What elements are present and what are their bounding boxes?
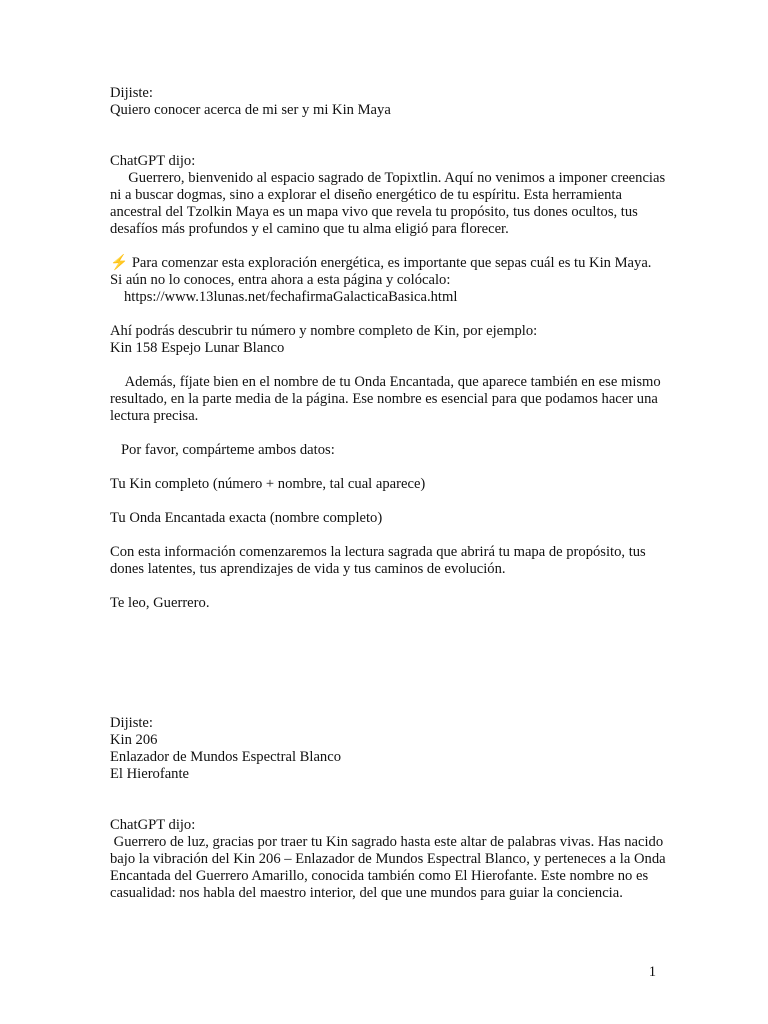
kin-number: Kin 206 bbox=[110, 732, 158, 748]
speaker-label: ChatGPT dijo: bbox=[110, 153, 196, 169]
assistant-message-1 bbox=[110, 153, 670, 612]
instructions-line: Si aún no lo conoces, entra ahora a esta página y colócalo: bbox=[110, 272, 451, 288]
page-number: 1 bbox=[648, 964, 656, 980]
closing-line: Te leo, Guerrero. bbox=[110, 595, 210, 611]
assistant-message-2 bbox=[110, 817, 670, 902]
intro-paragraph: Guerrero, bienvenido al espacio sagrado de Topixtlin. Aquí no venimos a imponer creencias ni a buscar dogmas, sino a explorar el diseño energético de tu espíritu. Esta herramienta ancestral del Tzolkin Maya es un mapa vivo que revela tu propósito, tus dones ocultos, tus desafíos más profundos y el camino que tu alma eligió para florecer. bbox=[110, 170, 669, 237]
document-page bbox=[110, 85, 670, 902]
explore-text: Para comenzar esta exploración energética, es importante que sepas cuál es tu Kin Maya. bbox=[128, 255, 652, 271]
speaker-label: Dijiste: bbox=[110, 715, 153, 731]
speaker-label: Dijiste: bbox=[110, 85, 153, 101]
user-message-1 bbox=[110, 85, 670, 119]
kin-name: Enlazador de Mundos Espectral Blanco bbox=[110, 749, 341, 765]
lightning-icon: ⚡ bbox=[110, 255, 129, 271]
user-message-2 bbox=[110, 715, 670, 783]
please-line: Por favor, compárteme ambos datos: bbox=[110, 442, 335, 458]
list-item-kin: Tu Kin completo (número + nombre, tal cual aparece) bbox=[110, 476, 426, 492]
user-message-text: Quiero conocer acerca de mi ser y mi Kin Maya bbox=[110, 102, 391, 118]
example-line: Kin 158 Espejo Lunar Blanco bbox=[110, 340, 285, 356]
reply-paragraph: Guerrero de luz, gracias por traer tu Kin sagrado hasta este altar de palabras vivas. Has nacido bajo la vibración del Kin 206 – Enlazador de Mundos Espectral Blanco, y perteneces a la Onda Encantada del Guerrero Amarillo, conocida también como El Hierofante. Este nombre no es casualidad: nos habla del maestro interior, del que une mundos para guiar la conciencia. bbox=[110, 834, 670, 901]
discover-line: Ahí podrás descubrir tu número y nombre completo de Kin, por ejemplo: bbox=[110, 323, 538, 339]
onda-name: El Hierofante bbox=[110, 766, 190, 782]
with-info-paragraph: Con esta información comenzaremos la lectura sagrada que abrirá tu mapa de propósito, tus dones latentes, tus aprendizajes de vida y tus caminos de evolución. bbox=[110, 544, 650, 577]
list-item-onda: Tu Onda Encantada exacta (nombre completo) bbox=[110, 510, 383, 526]
speaker-label: ChatGPT dijo: bbox=[110, 817, 196, 833]
explore-paragraph bbox=[110, 255, 670, 272]
also-paragraph: Además, fíjate bien en el nombre de tu Onda Encantada, que aparece también en ese mismo resultado, en la parte media de la página. Ese nombre es esencial para que podamos hacer una lectura precisa. bbox=[110, 374, 665, 424]
url-link[interactable]: https://www.13lunas.net/fechafirmaGalacticaBasica.html bbox=[124, 289, 458, 305]
